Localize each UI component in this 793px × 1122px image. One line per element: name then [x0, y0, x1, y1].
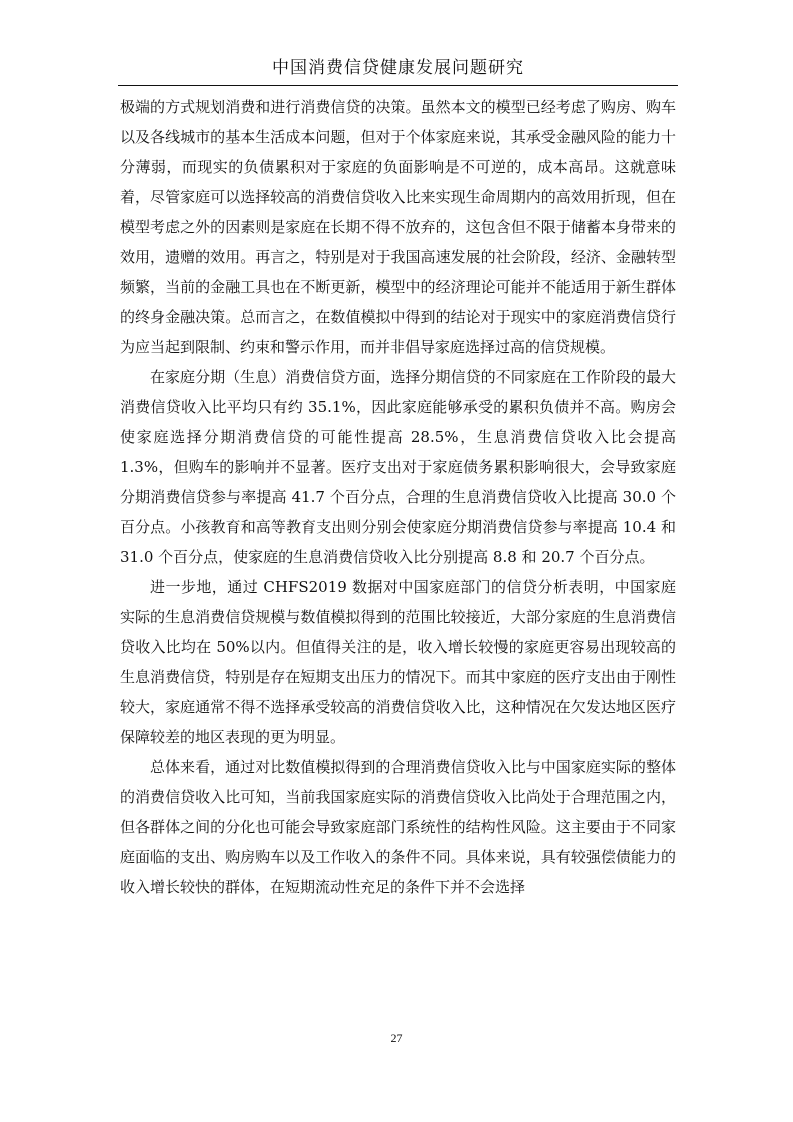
paragraph-chfs-analysis: 进一步地，通过 CHFS2019 数据对中国家庭部门的信贷分析表明，中国家庭实际的生息消费信贷规模与数值模拟得到的范围比较接近，大部分家庭的生息消费信贷收入比均在 50%以内。但值得关注的是，收入增长较慢的家庭更容易出现较高的生息消费信贷，特别是存在短期支出压力的情况下。而其中家庭的医疗支出由于刚性较大，家庭通常不得不选择承受较高的消费信贷收入比，这种情况在欠发达地区医疗保障较差的地区表现的更为明显。	[120, 578, 676, 746]
paragraph-overall-summary: 总体来看，通过对比数值模拟得到的合理消费信贷收入比与中国家庭实际的整体的消费信贷收入比可知，当前我国家庭实际的消费信贷收入比尚处于合理范围之内，但各群体之间的分化也可能会导致家庭部门系统性的结构性风险。这主要由于不同家庭面临的支出、购房购车以及工作收入的条件不同。具体来说，具有较强偿债能力的收入增长较快的群体，在短期流动性充足的条件下并不会选择	[120, 758, 676, 896]
main-text	[120, 92, 676, 902]
running-header: 中国消费信贷健康发展问题研究	[272, 58, 524, 78]
page-number: 27	[390, 1031, 403, 1045]
paragraph-installment-credit: 在家庭分期（生息）消费信贷方面，选择分期信贷的不同家庭在工作阶段的最大消费信贷收入比平均只有约 35.1%，因此家庭能够承受的累积负债并不高。购房会使家庭选择分期消费信贷的可能性提高 28.5%，生息消费信贷收入比会提高 1.3%，但购车的影响并不显著。医疗支出对于家庭债务累积影响很大，会导致家庭分期消费信贷参与率提高 41.7 个百分点，合理的生息消费信贷收入比提高 30.0 个百分点。小孩教育和高等教育支出则分别会使家庭分期消费信贷参与率提高 10.4 和 31.0 个百分点，使家庭的生息消费信贷收入比分别提高 8.8 和 20.7 个百分点。	[120, 368, 676, 566]
header-divider	[118, 85, 678, 86]
paragraph-continuation: 极端的方式规划消费和进行消费信贷的决策。虽然本文的模型已经考虑了购房、购车以及各线城市的基本生活成本问题，但对于个体家庭来说，其承受金融风险的能力十分薄弱，而现实的负债累积对于家庭的负面影响是不可逆的，成本高昂。这就意味着，尽管家庭可以选择较高的消费信贷收入比来实现生命周期内的高效用折现，但在模型考虑之外的因素则是家庭在长期不得不放弃的，这包含但不限于储蓄本身带来的效用，遗赠的效用。再言之，特别是对于我国高速发展的社会阶段，经济、金融转型频繁，当前的金融工具也在不断更新，模型中的经济理论可能并不能适用于新生群体的终身金融决策。总而言之，在数值模拟中得到的结论对于现实中的家庭消费信贷行为应当起到限制、约束和警示作用，而并非倡导家庭选择过高的信贷规模。	[120, 98, 676, 356]
